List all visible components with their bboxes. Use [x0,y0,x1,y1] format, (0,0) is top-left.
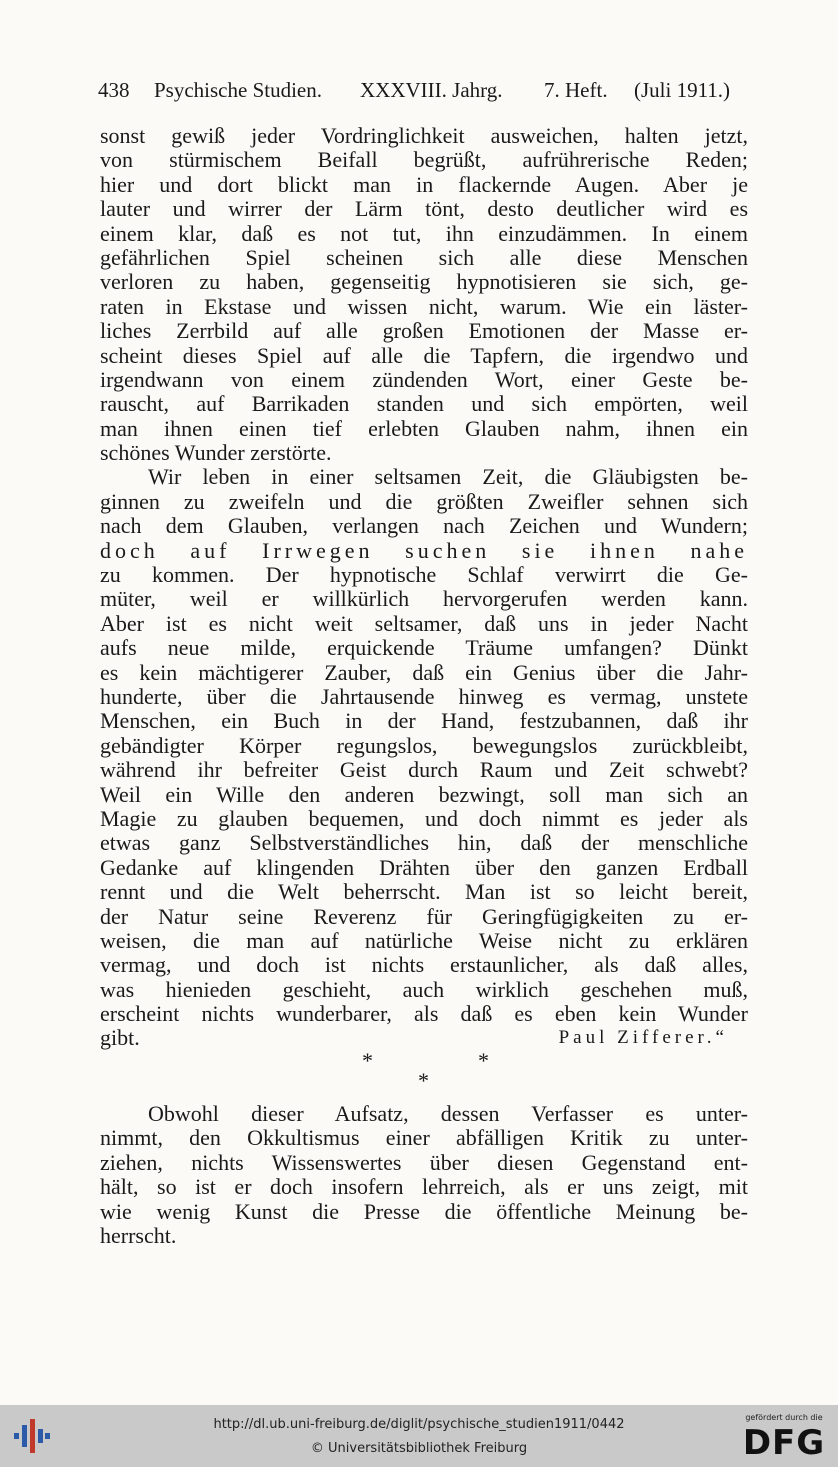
viewer-footer [0,1405,838,1467]
paragraph-2 [100,465,748,1050]
text-line: rauscht, auf Barrikaden standen und sich empörten, weil [100,391,748,417]
text-line: weisen, die man auf natürliche Weise nicht zu erklären [100,927,748,953]
text-line: nach dem Glauben, verlangen nach Zeichen und Wundern; [100,513,748,539]
text-line: der Natur seine Reverenz für Geringfügigkeiten zu er- [100,903,748,929]
paragraph-3 [100,1102,748,1248]
text-line: lauter und wirrer der Lärm tönt, desto deutlicher wird es [100,196,748,222]
text-line: Weil ein Wille den anderen bezwingt, soll man sich an [100,781,748,807]
page-number: 438 [98,78,130,102]
text-line: liches Zerrbild auf alle großen Emotionen der Masse er- [100,318,748,344]
journal-title: Psychische Studien. [154,78,322,102]
text-line: aufs neue milde, erquickende Träume umfangen? Dünkt [100,635,748,661]
text-line: müter, weil er willkürlich hervorgerufen werden kann. [100,586,748,612]
text-line: ziehen, nichts Wissenswertes über diesen Gegenstand ent- [100,1149,748,1175]
issue-date: (Juli 1911.) [634,78,731,102]
paragraph-1 [100,124,748,465]
text-line: sonst gewiß jeder Vordringlichkeit ausweichen, halten jetzt, [100,123,748,148]
text-line: Obwohl dieser Aufsatz, dessen Verfasser es unter- [148,1101,748,1126]
text-line: es kein mächtigerer Zauber, daß ein Genius über die Jahr- [100,659,748,685]
volume: XXXVIII. Jahrg. [360,78,503,102]
text-line: Magie zu glauben bequemen, und doch nimmt es jeder als [100,805,748,831]
text-line: von stürmischem Beifall begrüßt, aufrührerische Reden; [100,147,748,173]
text-line: hält, so ist er doch insofern lehrreich, als er uns zeigt, mit [100,1174,748,1200]
text-line: doch auf Irrwegen suchen sie ihnen nahe [100,537,748,563]
asterisk: * [362,1048,373,1073]
closing-line [100,1026,748,1050]
text-line: schönes Wunder zerstörte. [100,440,332,466]
author-signature: Paul Zifferer.“ [558,1027,728,1049]
text-line: man ihnen einen tief erlebten Glauben nahm, ihnen ein [100,415,748,441]
text-line: Menschen, ein Buch in der Hand, festzubannen, daß ihr [100,708,748,734]
text-line: zu kommen. Der hypnotische Schlaf verwirrt die Ge- [100,562,748,588]
text-line: irgendwann von einem zündenden Wort, einer Geste be- [100,366,748,392]
text-line: Wir leben in einer seltsamen Zeit, die Gläubigsten be- [148,464,748,490]
running-header [98,78,748,108]
text-line: hier und dort blickt man in flackernde Augen. Aber je [100,171,748,197]
text-line: raten in Ekstase und wissen nicht, warum. Wie ein läster- [100,293,748,319]
text-line: wie wenig Kunst die Presse die öffentliche Meinung be- [100,1198,748,1224]
text-line: Gedanke auf klingenden Drähten über den ganzen Erdball [100,854,748,880]
text-line: ginnen zu zweifeln und die größten Zweifler sehnen sich [100,488,748,514]
dfg-wordmark: DFG [742,1423,826,1463]
dfg-logo [738,1413,830,1461]
text-line: während ihr befreiter Geist durch Raum und Zeit schwebt? [100,757,748,783]
text-line: was hienieden geschieht, auch wirklich geschehen muß, [100,976,748,1002]
issue: 7. Heft. [544,78,608,102]
text-line: scheint dieses Spiel auf alle die Tapfern, die irgendwo und [100,342,748,368]
text-line: hunderte, über die Jahrtausende hinweg es vermag, unstete [100,683,748,709]
text-line: gibt. [100,1025,140,1051]
text-line: nimmt, den Okkultismus einer abfälligen Kritik zu unter- [100,1125,748,1151]
text-line: Aber ist es nicht weit seltsamer, daß uns in jeder Nacht [100,610,748,636]
text-line: gebändigter Körper regungslos, bewegungslos zurückbleibt, [100,732,748,758]
dfg-funding-text: gefördert durch die [745,1413,823,1422]
asterisk: * [418,1068,429,1093]
text-line: einem klar, daß es not tut, ihn einzudämmen. In einem [100,220,748,246]
text-line: vermag, und doch ist nichts erstaunlicher, als daß alles, [100,952,748,978]
text-line: verloren zu haben, gegenseitig hypnotisieren sie sich, ge- [100,269,748,295]
text-line: herrscht. [100,1222,177,1248]
text-line: erscheint nichts wunderbarer, als daß es eben kein Wunder [100,1001,748,1027]
text-line: rennt und die Welt beherrscht. Man ist so leicht bereit, [100,879,748,905]
article-body [100,124,748,1051]
asterisk: * [478,1048,489,1073]
copyright-notice: © Universitätsbibliothek Freiburg [310,1441,528,1456]
text-line: gefährlichen Spiel scheinen sich alle diese Menschen [100,244,748,270]
source-url[interactable]: http://dl.ub.uni-freiburg.de/diglit/psychische_studien1911/0442 [213,1417,625,1432]
text-line: etwas ganz Selbstverständliches hin, daß der menschliche [100,830,748,856]
